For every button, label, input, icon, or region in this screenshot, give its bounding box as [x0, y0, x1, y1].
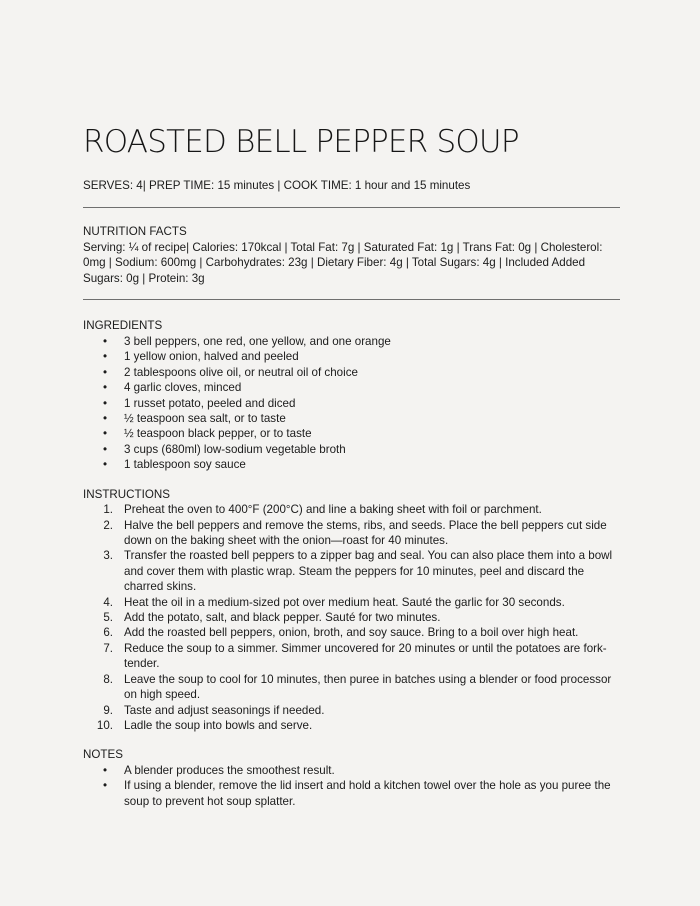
- note-text: A blender produces the smoothest result.: [124, 763, 335, 777]
- ingredient-text: ½ teaspoon sea salt, or to taste: [124, 412, 286, 425]
- list-item: [83, 625, 620, 640]
- notes-list: [83, 763, 620, 809]
- step-number: 3.: [103, 549, 113, 563]
- bullet-icon: •: [103, 442, 108, 456]
- list-item: [83, 365, 620, 380]
- step-number: 5.: [103, 611, 113, 625]
- step-number: 1.: [103, 503, 113, 517]
- list-item: [83, 502, 620, 517]
- step-number: 2.: [103, 518, 113, 532]
- list-item: [83, 518, 620, 549]
- list-item: [83, 610, 620, 625]
- step-number: 9.: [103, 703, 113, 717]
- list-item: [83, 411, 620, 426]
- list-item: [83, 672, 620, 703]
- list-item: [83, 380, 620, 395]
- list-item: [83, 396, 620, 411]
- list-item: [83, 548, 620, 594]
- note-text: If using a blender, remove the lid insert and hold a kitchen towel over the hole as you puree the soup to prevent hot soup splatter.: [124, 779, 611, 808]
- instructions-section: [83, 487, 620, 734]
- divider: [83, 207, 620, 208]
- step-text: Heat the oil in a medium-sized pot over medium heat. Sauté the garlic for 30 seconds.: [124, 595, 565, 609]
- bullet-icon: •: [103, 334, 108, 348]
- list-item: [83, 426, 620, 441]
- ingredient-text: 1 tablespoon soy sauce: [124, 458, 246, 472]
- bullet-icon: •: [103, 365, 108, 379]
- instructions-heading: INSTRUCTIONS: [83, 487, 170, 501]
- step-number: 4.: [103, 595, 113, 609]
- step-number: 8.: [103, 672, 113, 686]
- list-item: [83, 595, 620, 610]
- bullet-icon: •: [103, 427, 108, 441]
- ingredients-heading: INGREDIENTS: [83, 319, 163, 333]
- step-text: Reduce the soup to a simmer. Simmer uncovered for 20 minutes or until the potatoes are fork-tender.: [124, 641, 607, 671]
- step-text: Preheat the oven to 400°F (200°C) and line a baking sheet with foil or parchment.: [124, 503, 542, 517]
- bullet-icon: •: [103, 396, 108, 410]
- divider: [83, 299, 620, 300]
- step-text: Leave the soup to cool for 10 minutes, then puree in batches using a blender or food processor on high speed.: [124, 672, 612, 702]
- step-number: 7.: [103, 641, 113, 655]
- nutrition-text: Serving: ¼ of recipe| Calories: 170kcal | Total Fat: 7g | Saturated Fat: 1g | Trans Fat: 0g | Cholesterol: 0mg | Sodium: 600mg | Carbohydrates: 23g | Dietary Fiber: 4g | Total Sugars: 4g | Included Added Sugars: 0g | Protein: 3g: [83, 240, 603, 285]
- list-item: [83, 778, 620, 809]
- list-item: [83, 703, 620, 718]
- bullet-icon: •: [103, 412, 108, 425]
- ingredient-text: 1 russet potato, peeled and diced: [124, 396, 296, 410]
- list-item: [83, 457, 620, 472]
- list-item: [83, 641, 620, 672]
- ingredient-text: 3 cups (680ml) low-sodium vegetable broth: [124, 442, 346, 456]
- step-text: Ladle the soup into bowls and serve.: [124, 718, 313, 732]
- ingredient-text: 3 bell peppers, one red, one yellow, and one orange: [124, 334, 391, 348]
- recipe-title: ROASTED BELL PEPPER SOUP: [83, 124, 519, 160]
- bullet-icon: •: [103, 763, 108, 777]
- bullet-icon: •: [103, 458, 108, 472]
- ingredients-list: [83, 334, 620, 473]
- bullet-icon: •: [103, 381, 108, 395]
- list-item: [83, 349, 620, 364]
- step-text: Transfer the roasted bell peppers to a zipper bag and seal. You can also place them into a bowl and cover them with plastic wrap. Steam the peppers for 10 minutes, peel and discard the charred skins.: [124, 549, 613, 594]
- nutrition-heading: NUTRITION FACTS: [83, 225, 187, 238]
- step-text: Add the roasted bell peppers, onion, broth, and soy sauce. Bring to a boil over high heat.: [124, 626, 579, 640]
- nutrition-section: [83, 224, 620, 286]
- step-number: 10.: [96, 718, 113, 732]
- step-text: Halve the bell peppers and remove the stems, ribs, and seeds. Place the bell peppers cut side down on the baking sheet with the onion—roast for 40 minutes.: [124, 518, 607, 548]
- recipe-page: [83, 124, 620, 809]
- ingredient-text: 4 garlic cloves, minced: [124, 381, 242, 395]
- list-item: [83, 334, 620, 349]
- ingredient-text: 1 yellow onion, halved and peeled: [124, 350, 299, 364]
- notes-section: [83, 747, 620, 809]
- bullet-icon: •: [103, 350, 108, 364]
- recipe-meta: SERVES: 4| PREP TIME: 15 minutes | COOK TIME: 1 hour and 15 minutes: [83, 179, 471, 192]
- notes-heading: NOTES: [83, 748, 123, 762]
- step-text: Taste and adjust seasonings if needed.: [124, 703, 325, 717]
- ingredients-section: [83, 318, 620, 472]
- ingredient-text: 2 tablespoons olive oil, or neutral oil of choice: [124, 365, 358, 379]
- list-item: [83, 763, 620, 778]
- ingredient-text: ½ teaspoon black pepper, or to taste: [124, 427, 312, 441]
- instructions-list: [83, 502, 620, 733]
- list-item: [83, 442, 620, 457]
- step-text: Add the potato, salt, and black pepper. Sauté for two minutes.: [124, 611, 441, 625]
- bullet-icon: •: [103, 779, 108, 793]
- list-item: [83, 718, 620, 733]
- step-number: 6.: [103, 626, 113, 640]
